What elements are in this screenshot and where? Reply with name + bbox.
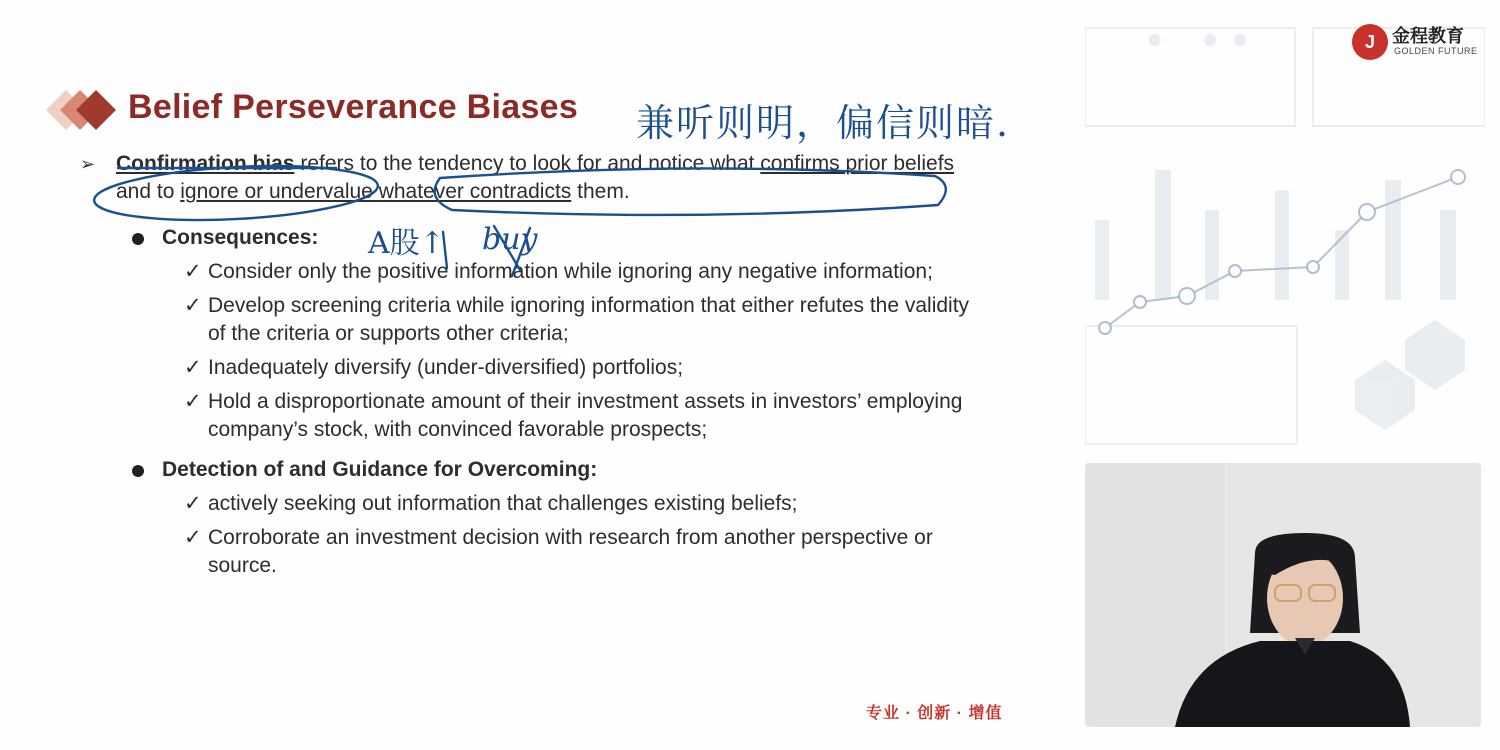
consequences-list xyxy=(80,258,980,444)
check-icon: ✓ xyxy=(184,390,202,413)
list-item xyxy=(184,490,980,518)
section-heading-text: Consequences: xyxy=(162,226,319,249)
logo-seal-icon xyxy=(1352,24,1388,60)
list-item-text: Consider only the positive information while ignoring any negative information; xyxy=(208,260,933,283)
list-item-text: Inadequately diversify (under-diversified) portfolios; xyxy=(208,356,684,379)
bullet-dot-icon xyxy=(132,465,144,477)
list-item xyxy=(184,524,980,580)
golden-future-logo xyxy=(1352,22,1492,62)
intro-text-2: and to xyxy=(116,180,181,203)
check-icon: ✓ xyxy=(184,492,202,515)
handwritten-proverb: 兼听则明，偏信则暗. xyxy=(636,101,1011,145)
bullet-dot-icon xyxy=(132,233,144,245)
intro-text-1: refers to the tendency to look for and notice what xyxy=(294,152,761,175)
list-item xyxy=(184,258,980,286)
title-diamond-decoration xyxy=(44,88,124,132)
list-item-text: actively seeking out information that challenges existing beliefs; xyxy=(208,492,798,515)
slide-body xyxy=(80,150,980,586)
logo-seal-letter: J xyxy=(1364,32,1375,52)
intro-underline-1: confirms prior beliefs xyxy=(760,152,955,175)
check-icon: ✓ xyxy=(184,294,202,317)
slide-title: Belief Perseverance Biases xyxy=(128,88,579,126)
check-icon: ✓ xyxy=(184,260,202,283)
background-infographic xyxy=(1085,20,1485,450)
list-item xyxy=(184,292,980,348)
list-item xyxy=(184,388,980,444)
intro-text-3: them. xyxy=(571,180,630,203)
section-heading-text: Detection of and Guidance for Overcoming: xyxy=(162,458,598,481)
list-item xyxy=(184,354,980,382)
check-icon: ✓ xyxy=(184,356,202,379)
logo-name-cn: 金程教育 xyxy=(1392,26,1464,46)
check-icon: ✓ xyxy=(184,526,202,549)
arrow-bullet-icon: ➢ xyxy=(80,154,96,174)
detection-list xyxy=(80,490,980,580)
handwritten-note-a-shares: A股↑ xyxy=(368,226,445,261)
logo-name-en: GOLDEN FUTURE xyxy=(1394,46,1478,56)
handwritten-note-buy: buy xyxy=(482,222,538,257)
list-item-text: Corroborate an investment decision with research from another perspective or source. xyxy=(208,526,933,577)
term-confirmation-bias: Confirmation bias xyxy=(116,152,295,175)
section-heading-detection xyxy=(80,456,980,484)
footer-slogan: 专业 · 创新 · 增值 xyxy=(866,705,1003,722)
presenter-webcam xyxy=(1085,463,1481,727)
intro-underline-2: ignore or undervalue whatever contradicts xyxy=(180,180,572,203)
list-item-text: Hold a disproportionate amount of their investment assets in investors’ employing company’s stock, with convinced favorable prospects; xyxy=(208,390,963,441)
intro-paragraph xyxy=(80,150,980,206)
presenter-figure-image xyxy=(1085,463,1481,727)
list-item-text: Develop screening criteria while ignoring information that either refutes the validity of the criteria or supports other criteria; xyxy=(208,294,970,345)
